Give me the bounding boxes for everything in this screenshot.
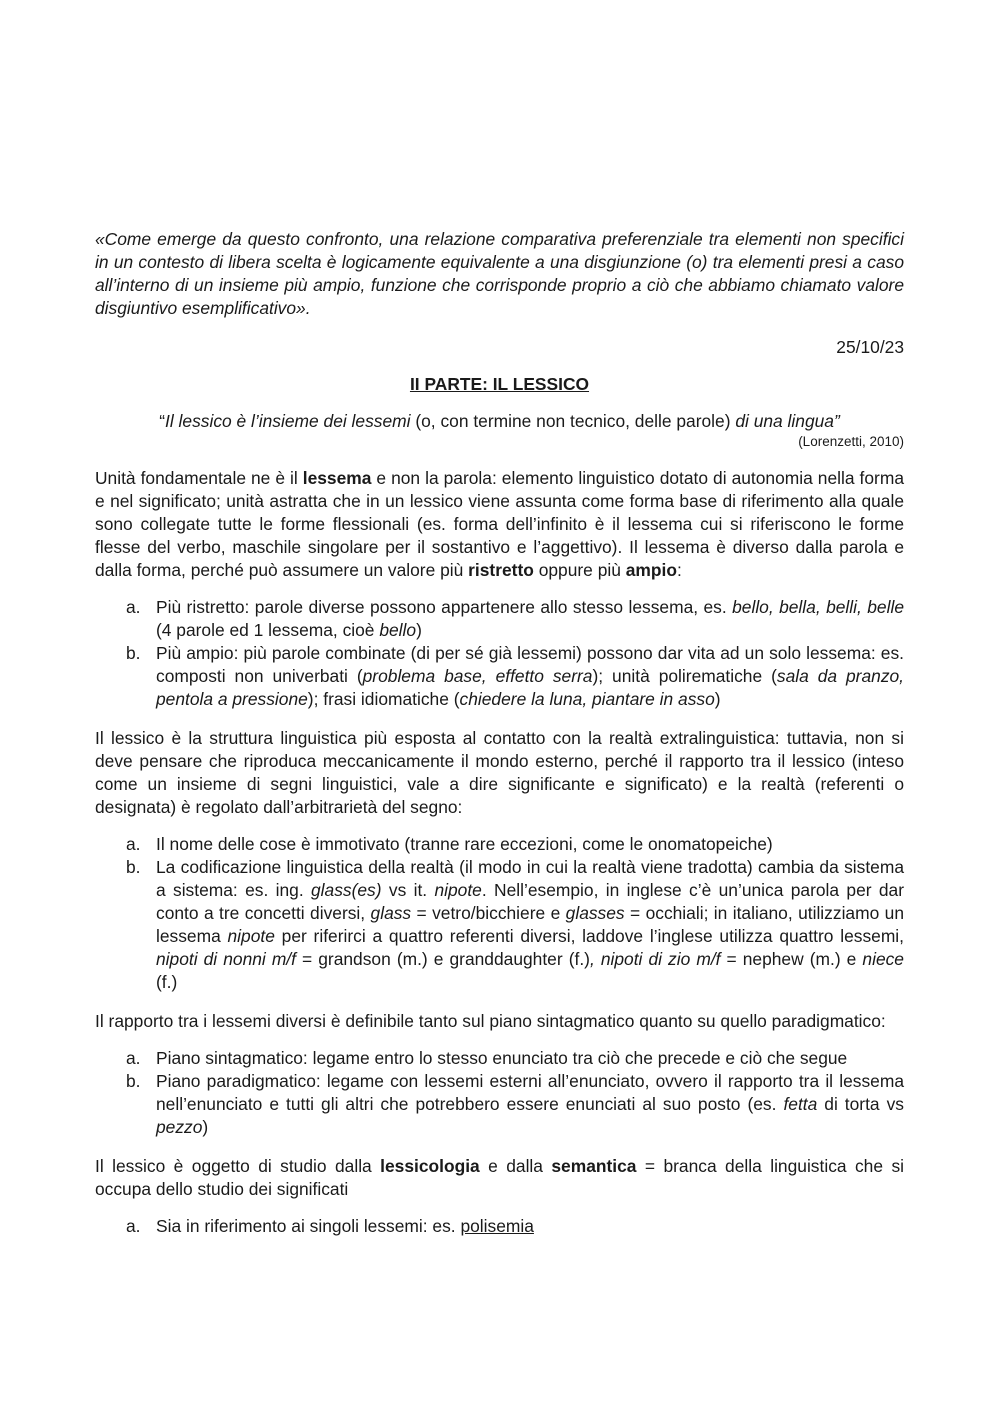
text-run: :	[676, 560, 682, 580]
italic-example: nipoti di nonni m/f	[156, 949, 296, 969]
list-item	[95, 1047, 904, 1070]
citation-part2: (o, con termine non tecnico, delle parole)	[410, 411, 736, 431]
underlined-term: polisemia	[460, 1216, 534, 1236]
list-item	[95, 596, 904, 642]
text-run: = nephew (m.) e	[720, 949, 863, 969]
text-run: Il lessico è oggetto di studio dalla	[95, 1156, 381, 1176]
text-run: Piano sintagmatico: legame entro lo stesso enunciato tra ciò che precede e ciò che segue	[156, 1048, 848, 1068]
italic-example: glass	[370, 903, 412, 923]
list-item	[95, 833, 904, 856]
list-item	[95, 642, 904, 711]
text-run: di torta vs	[817, 1094, 904, 1114]
list-studio	[95, 1215, 904, 1238]
bold-term: lessema	[302, 468, 372, 488]
italic-example: niece	[862, 949, 904, 969]
text-run: . Nell’esempio, in inglese c’è un’unica parola per dar conto a tre concetti diversi,	[156, 880, 904, 923]
text-run: ); frasi idiomatiche (	[307, 689, 460, 709]
text-run: Piano paradigmatico: legame con lessemi esterni all’enunciato, ovvero il rapporto tra il lessema nell’enunciato e tutti gli altri che potrebbero essere enunciati al suo posto (es.	[156, 1071, 904, 1114]
bold-term: lessicologia	[380, 1156, 480, 1176]
definition-citation	[95, 410, 904, 433]
text-run: )	[416, 620, 422, 640]
text-run: (4 parole ed 1 lessema, cioè	[156, 620, 380, 640]
document-body	[95, 228, 904, 1238]
citation-source: (Lorenzetti, 2010)	[798, 434, 904, 449]
lecture-date: 25/10/23	[836, 337, 904, 357]
text-run: (f.)	[156, 972, 178, 992]
text-run: ); unità polirematiche (	[592, 666, 777, 686]
italic-example: bello, bella, belli, belle	[732, 597, 904, 617]
list-lessema-values	[95, 596, 904, 711]
bold-term: semantica	[551, 1156, 637, 1176]
text-run: Più ampio: più parole combinate (di per sé già lessemi) possono dar vita ad un solo lessema: es. composti non univerbati (	[156, 643, 904, 686]
citation-part1: Il lessico è l’insieme dei lessemi	[165, 411, 411, 431]
citation-part3: di una lingua	[735, 411, 834, 431]
citation-open-quote: “	[159, 411, 166, 431]
text-run: vs it.	[381, 880, 435, 900]
opening-quote: «Come emerge da questo confronto, una relazione comparativa preferenziale tra elementi non specifici in un contesto di libera scelta è logicamente equivalente a una disgiunzione (o) tra elementi presi a caso all’interno di un insieme più ampio, funzione che corrisponde proprio a ciò che abbiamo chiamato valore disgiuntivo esemplificativo».	[95, 229, 904, 318]
text-run: per riferirci a quattro referenti diversi, laddove l’inglese utilizza quattro lessemi,	[274, 926, 904, 946]
italic-example: pezzo	[156, 1117, 203, 1137]
list-marker: a.	[126, 1216, 141, 1236]
italic-example: chiedere la luna, piantare in asso	[459, 689, 715, 709]
text-run: = vetro/bicchiere e	[411, 903, 566, 923]
text-run: Unità fondamentale ne è il	[95, 468, 303, 488]
italic-example: glasses	[565, 903, 625, 923]
section-title: II PARTE: IL LESSICO	[409, 374, 590, 394]
paragraph-rapporto: Il rapporto tra i lessemi diversi è definibile tanto sul piano sintagmatico quanto su quello paradigmatico:	[95, 1011, 886, 1031]
text-run: e non la parola: elemento linguistico dotato di autonomia nella forma e nel significato; unità astratta che in un lessico viene assunta come forma base di riferimento alla quale sono collegate tutte le forme flessionali (es. forma dell’infinito è il lessema cui si riferiscono le forme flesse del verbo, maschile singolare per il sostantivo e l’aggettivo). Il lessema è diverso dalla parola e dalla forma, perché può assumere un valore più	[95, 468, 904, 580]
list-marker: b.	[126, 1071, 141, 1091]
italic-example: fetta	[783, 1094, 818, 1114]
text-run: Il nome delle cose è immotivato (tranne rare eccezioni, come le onomatopeiche)	[156, 834, 773, 854]
paragraph-studio	[95, 1155, 904, 1201]
list-marker: a.	[126, 834, 141, 854]
text-run: La codificazione linguistica della realtà (il modo in cui la realtà viene tradotta) cambia da sistema a sistema: es. ing.	[156, 857, 904, 900]
list-item	[95, 856, 904, 994]
text-run: = grandson (m.) e granddaughter (f.)	[295, 949, 590, 969]
list-marker: a.	[126, 1048, 141, 1068]
bold-term: ristretto	[468, 560, 534, 580]
text-run: Sia in riferimento ai singoli lessemi: es.	[156, 1216, 461, 1236]
list-item	[95, 1070, 904, 1139]
paragraph-arbitrarieta: Il lessico è la struttura linguistica più esposta al contatto con la realtà extralinguistica: tuttavia, non si deve pensare che riproduca meccanicamente il mondo esterno, perché il rapporto tra il lessico (inteso come un insieme di segni linguistici, vale a dire significante e significato) e la realtà (referenti o designata) è regolato dall’arbitrarietà del segno:	[95, 728, 904, 817]
italic-example: , nipoti di zio m/f	[589, 949, 721, 969]
italic-example: sala da pranzo, pentola a pressione	[156, 666, 905, 709]
text-run: )	[202, 1117, 209, 1137]
bold-term: ampio	[625, 560, 677, 580]
italic-example: nipote	[434, 880, 482, 900]
list-marker: a.	[126, 597, 141, 617]
text-run: = occhiali; in italiano, utilizziamo un lessema	[156, 903, 904, 946]
italic-example: glass(es)	[310, 880, 382, 900]
list-item	[95, 1215, 904, 1238]
paragraph-lessema	[95, 467, 904, 582]
text-run: oppure più	[533, 560, 626, 580]
list-arbitrarieta	[95, 833, 904, 994]
italic-example: problema base, effetto serra	[362, 666, 593, 686]
italic-example: nipote	[227, 926, 275, 946]
text-run: = branca della linguistica che si occupa dello studio dei significati	[95, 1156, 904, 1199]
italic-example: bello	[379, 620, 417, 640]
text-run: )	[714, 689, 721, 709]
list-piani	[95, 1047, 904, 1139]
text-run: Più ristretto: parole diverse possono appartenere allo stesso lessema, es.	[156, 597, 733, 617]
list-marker: b.	[126, 857, 141, 877]
text-run: e dalla	[479, 1156, 552, 1176]
list-marker: b.	[126, 643, 141, 663]
citation-close-quote: ”	[833, 411, 840, 431]
